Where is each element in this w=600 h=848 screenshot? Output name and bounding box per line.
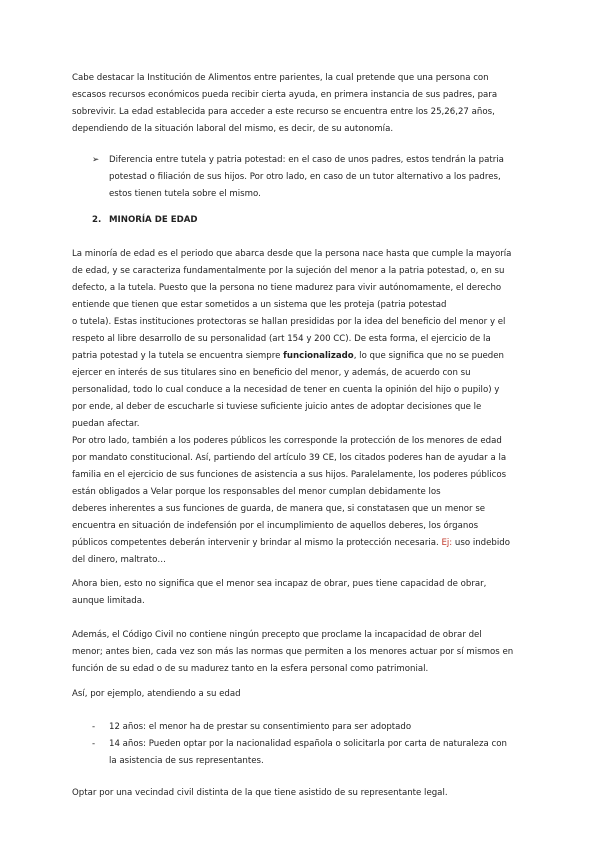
text-line: Cabe destacar la Institución de Alimentos entre parientes, la cual pretende que una persona con bbox=[72, 73, 489, 83]
text-line: personalidad, todo lo cual conduce a la necesidad de tener en cuenta la opinión del hijo o pupilo) y bbox=[72, 385, 500, 395]
text-line: ejercer en interés de sus titulares sino en beneficio del menor, y además, de acuerdo con su bbox=[72, 368, 471, 378]
text-line: aunque limitada. bbox=[72, 596, 145, 606]
text-line: por mandato constitucional. Así, partiendo del artículo 39 CE, los citados poderes han de ayudar a la bbox=[72, 453, 507, 463]
text-line: por ende, al deber de escucharle si tuviese suficiente juicio antes de adoptar decisiones que le bbox=[72, 402, 482, 412]
text-segment: públicos competentes deberán intervenir y brindar al mismo la protección necesaria. bbox=[72, 538, 442, 548]
list-item-text bbox=[109, 719, 537, 736]
text-line: Diferencia entre tutela y patria potestad: en el caso de unos padres, estos tendrán la patria bbox=[109, 155, 504, 165]
paragraph-poderes-publicos bbox=[72, 433, 534, 569]
text-line: sobrevivir. La edad establecida para acceder a este recurso se encuentra entre los 25,26,27 años, bbox=[72, 107, 495, 117]
text-segment: uso indebido bbox=[452, 538, 510, 548]
text-line: encuentra en situación de indefensión por el incumplimiento de aquellos deberes, los órganos bbox=[72, 521, 479, 531]
text-line: entiende que tienen que estar sometidos a un sistema que les proteja (patria potestad bbox=[72, 300, 447, 310]
paragraph-alimentos bbox=[72, 70, 534, 138]
text-line: de edad, y se caracteriza fundamentalmente por la sujeción del menor a la patria potestad, o, en su bbox=[72, 266, 505, 276]
dash-bullet: - bbox=[92, 722, 96, 732]
text-line: familia en el ejercicio de sus funciones de asistencia a sus hijos. Paralelamente, los poderes públicos bbox=[72, 470, 507, 480]
text-segment: patria potestad y la tutela se encuentra siempre bbox=[72, 351, 284, 361]
paragraph-capacidad bbox=[72, 576, 534, 610]
text-line: Así, por ejemplo, atendiendo a su edad bbox=[72, 689, 241, 699]
text-line: potestad o filiación de sus hijos. Por otro lado, en caso de un tutor alternativo a los padres, bbox=[109, 172, 501, 182]
text-line bbox=[72, 535, 534, 552]
text-line: Además, el Código Civil no contiene ningún precepto que proclame la incapacidad de obrar del bbox=[72, 630, 482, 640]
text-line: Optar por una vecindad civil distinta de la que tiene asistido de su representante legal. bbox=[72, 788, 448, 798]
text-line: 12 años: el menor ha de prestar su consentimiento para ser adoptado bbox=[109, 722, 412, 732]
section-number: 2. bbox=[92, 215, 102, 225]
text-line: La minoría de edad es el periodo que abarca desde que la persona nace hasta que cumple la mayoría bbox=[72, 249, 512, 259]
text-line: función de su edad o de su madurez tanto en la esfera personal como patrimonial. bbox=[72, 664, 429, 674]
text-line: o tutela). Estas instituciones protectoras se hallan presididas por la idea del beneficio del menor y el bbox=[72, 317, 506, 327]
paragraph-minoria bbox=[72, 246, 534, 433]
paragraph-codigo-civil bbox=[72, 627, 534, 678]
bullet-text bbox=[109, 152, 537, 203]
text-line: dependiendo de la situación laboral del mismo, es decir, de su autonomía. bbox=[72, 124, 394, 134]
arrow-bullet-icon: ➢ bbox=[92, 155, 100, 165]
text-segment: , lo que significa que no se pueden bbox=[353, 351, 505, 361]
text-line: respeto al libre desarrollo de su personalidad (art 154 y 200 CC). De esta forma, el ejercicio de la bbox=[72, 334, 491, 344]
text-line: escasos recursos económicos pueda recibir cierta ayuda, en primera instancia de sus padres, para bbox=[72, 90, 498, 100]
text-line bbox=[72, 348, 534, 365]
text-line: defecto, a la tutela. Puesto que la persona no tiene madurez para vivir autónomamente, el derecho bbox=[72, 283, 502, 293]
text-line: del dinero, maltrato… bbox=[72, 555, 166, 565]
text-line: la asistencia de sus representantes. bbox=[109, 756, 264, 766]
text-line: menor; antes bien, cada vez son más las normas que permiten a los menores actuar por sí mismos en bbox=[72, 647, 514, 657]
list-item-text bbox=[109, 736, 537, 770]
example-label: Ej: bbox=[441, 538, 453, 548]
text-line: Ahora bien, esto no significa que el menor sea incapaz de obrar, pues tiene capacidad de obrar, bbox=[72, 579, 487, 589]
section-heading bbox=[92, 212, 198, 229]
text-line: Por otro lado, también a los poderes públicos les corresponde la protección de los menores de edad bbox=[72, 436, 502, 446]
paragraph-vecindad bbox=[72, 785, 534, 802]
dash-bullet: - bbox=[92, 739, 96, 749]
text-line: puedan afectar. bbox=[72, 419, 140, 429]
paragraph-ejemplo bbox=[72, 686, 534, 703]
text-line: 14 años: Pueden optar por la nacionalidad española o solicitarla por carta de naturaleza con bbox=[109, 739, 507, 749]
bold-term: funcionalizado bbox=[283, 351, 354, 361]
section-title: MINORÍA DE EDAD bbox=[109, 215, 198, 225]
text-line: están obligados a Velar porque los responsables del menor cumplan debidamente los bbox=[72, 487, 441, 497]
text-line: deberes inherentes a sus funciones de guarda, de manera que, si constatasen que un menor se bbox=[72, 504, 486, 514]
text-line: estos tienen tutela sobre el mismo. bbox=[109, 189, 261, 199]
